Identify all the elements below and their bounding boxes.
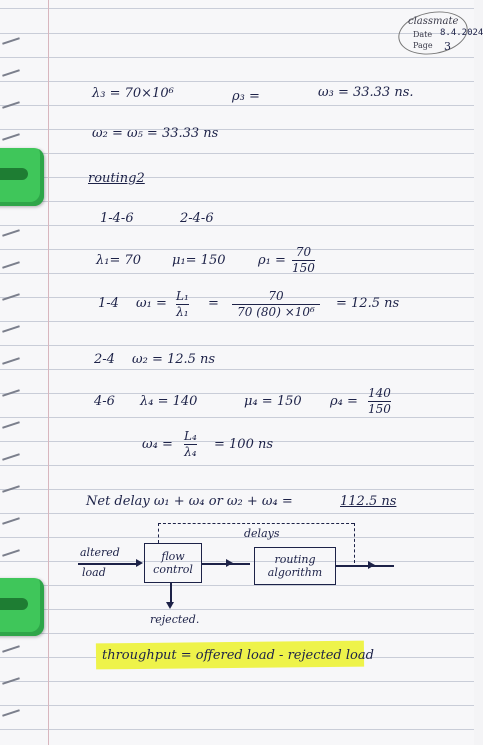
input-arrow [136, 559, 143, 567]
flow-control-box [144, 543, 202, 583]
input-label-line1: altered [80, 546, 120, 559]
output-arrow [368, 561, 375, 569]
lambda3-eq: λ₃ = 70×10⁶ [92, 86, 174, 101]
rho1-numerator: 70 [295, 245, 312, 259]
w1-f1-num: L₁ [176, 289, 189, 303]
rho1-fraction [292, 246, 315, 275]
w1-fraction-1 [176, 290, 189, 319]
spiral-hole [2, 549, 20, 556]
spiral-hole [2, 645, 20, 652]
spiral-hole [2, 421, 20, 428]
spiral-hole [2, 677, 20, 684]
rho4-numerator: 140 [368, 386, 391, 400]
routing-heading: routing2 [88, 171, 145, 186]
feedback-dash-left [158, 523, 159, 543]
w4-label: ω₄ = [142, 437, 173, 452]
w2-eq: ω₂ = 12.5 ns [132, 352, 216, 367]
w2-w5-eq: ω₂ = ω₅ = 33.33 ns [92, 126, 219, 141]
spiral-hole [2, 485, 20, 492]
path-1-4-6: 1-4-6 [100, 211, 134, 226]
w1-equals: = [208, 296, 219, 311]
spiral-hole [2, 261, 20, 268]
spiral-hole [2, 293, 20, 300]
spiral-hole [2, 357, 20, 364]
binder-clip-top [0, 148, 44, 206]
routing-algorithm-box [254, 547, 336, 585]
rho1-denominator: 150 [292, 261, 315, 276]
throughput-equation: throughput = offered load - rejected load [102, 648, 374, 663]
net-delay-text: Net delay ω₁ + ω₄ or ω₂ + ω₄ = [86, 494, 293, 509]
spiral-hole [2, 229, 20, 236]
link-4-6-path: 4-6 [94, 394, 115, 409]
rejected-label: rejected. [150, 613, 200, 626]
spiral-hole [2, 325, 20, 332]
mu1-eq: μ₁= 150 [172, 253, 226, 268]
spiral-hole [2, 709, 20, 716]
routing-box-line1: routing [274, 552, 316, 566]
binder-clip-bottom [0, 578, 44, 636]
routing-box-line2: algorithm [267, 566, 323, 579]
w1-path: 1-4 [98, 296, 119, 311]
page-number: 3 [444, 40, 451, 53]
w1-f1-den: λ₁ [176, 305, 189, 320]
w1-f2-den: 70 (80) ×10⁶ [237, 305, 315, 320]
notebook-stamp [388, 6, 483, 58]
lambda1-eq: λ₁= 70 [96, 253, 142, 268]
rho1-label: ρ₁ = [258, 253, 286, 268]
lambda4-eq: λ₄ = 140 [140, 394, 198, 409]
flow-control-line2: control [153, 563, 193, 576]
w2-path: 2-4 [94, 352, 115, 367]
reject-line [170, 582, 172, 604]
spiral-hole [2, 101, 20, 108]
input-line [78, 563, 138, 565]
date-label: Date [413, 30, 433, 39]
w4-den: λ₄ [184, 445, 197, 460]
delays-label: delays [244, 527, 280, 540]
date-value: 8.4.2024 [440, 28, 483, 38]
spiral-hole [2, 517, 20, 524]
margin-line [48, 0, 49, 745]
path-2-4-6: 2-4-6 [180, 211, 214, 226]
spiral-hole [2, 69, 20, 76]
rho4-label: ρ₄ = [330, 394, 358, 409]
reject-arrow [166, 602, 174, 609]
spiral-hole [2, 389, 20, 396]
w1-label: ω₁ = [136, 296, 167, 311]
spiral-hole [2, 133, 20, 140]
rho4-denominator: 150 [368, 402, 391, 417]
spiral-hole [2, 453, 20, 460]
mu4-eq: μ₄ = 150 [244, 394, 302, 409]
flow-control-line1: flow [161, 549, 185, 563]
w3-eq: ω₃ = 33.33 ns. [318, 85, 414, 100]
input-label-line2: load [82, 566, 106, 579]
feedback-dash-right [354, 523, 355, 563]
w1-result: = 12.5 ns [336, 296, 400, 311]
w4-num: L₄ [184, 429, 197, 443]
rho4-fraction [368, 387, 391, 416]
page-label: Page [413, 41, 433, 50]
output-line [336, 565, 394, 567]
feedback-dash-top [158, 523, 354, 524]
w1-f2-num: 70 [268, 289, 284, 303]
net-delay-value: 112.5 ns [340, 494, 397, 509]
w4-result: = 100 ns [214, 437, 274, 452]
brand-logo: classmate [408, 16, 459, 27]
w1-fraction-2 [232, 290, 320, 319]
middle-arrow [226, 559, 233, 567]
rho3-eq: ρ₃ = [232, 89, 260, 104]
w4-fraction [184, 430, 197, 459]
spiral-hole [2, 37, 20, 44]
